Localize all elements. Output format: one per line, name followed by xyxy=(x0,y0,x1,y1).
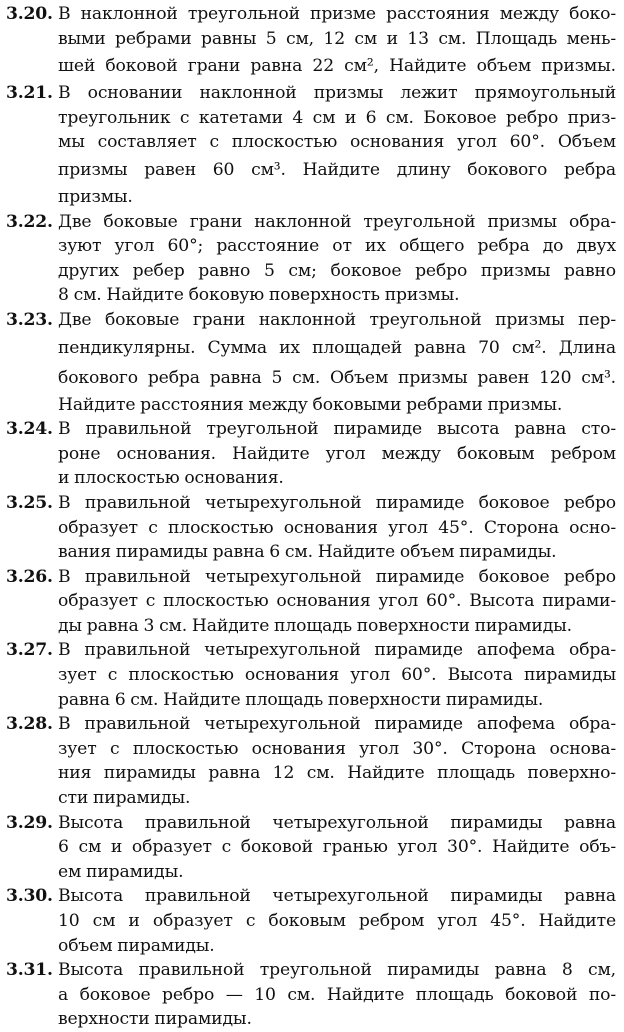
problem-line: Найдите расстояния между боковыми ребрами призмы. xyxy=(58,394,563,415)
problem-line: образует с плоскостью основания угол 45°. Сторона осно- xyxy=(58,517,616,538)
problem-line: В наклонной треугольной призме расстояния между боко- xyxy=(58,4,616,24)
problem-line: В правильной четырехугольной пирамиде боковое ребро xyxy=(58,566,616,587)
problem-line: зует с плоскостью основания угол 60°. Высота пирамиды xyxy=(58,665,616,686)
textbook-page xyxy=(6,2,616,1032)
problem-line: 10 см и образует с боковым ребром угол 45°. Найдите xyxy=(58,911,616,931)
problem-line: В правильной треугольной пирамиде высота равна сто- xyxy=(58,419,616,440)
problem-line: 6 см и образует с боковой гранью угол 30°. Найдите объ- xyxy=(58,837,616,858)
problem-line: ния пирамиды равна 12 см. Найдите площадь поверхно- xyxy=(58,763,616,784)
problem-3-22 xyxy=(6,210,616,308)
problem-text xyxy=(58,884,616,958)
problem-3-21 xyxy=(6,81,616,209)
problem-number: 3.23. xyxy=(6,309,53,330)
problem-line: выми ребрами равны 5 см, 12 см и 13 см. Площадь мень- xyxy=(58,28,616,49)
problem-3-29 xyxy=(6,811,616,885)
problem-3-24 xyxy=(6,417,616,491)
problem-text xyxy=(58,210,616,308)
problem-number: 3.29. xyxy=(6,812,53,833)
problem-line: объем пирамиды. xyxy=(58,935,215,956)
problem-number: 3.27. xyxy=(6,640,53,661)
problem-line: мы составляет с плоскостью основания угол 60°. Объем xyxy=(58,132,616,153)
problem-text xyxy=(58,2,616,81)
problem-text xyxy=(58,958,616,1032)
problem-3-27 xyxy=(6,638,616,712)
problem-3-31 xyxy=(6,958,616,1032)
problem-number: 3.28. xyxy=(6,714,53,735)
problem-number: 3.26. xyxy=(6,566,53,587)
problem-3-25 xyxy=(6,491,616,565)
problem-3-20 xyxy=(6,2,616,81)
problem-line: В правильной четырехугольной пирамиде боковое ребро xyxy=(58,492,616,513)
problem-number: 3.30. xyxy=(6,886,53,907)
problem-line: пендикулярны. Сумма их площадей равна 70 см². Длина xyxy=(58,337,616,358)
problem-line: сти пирамиды. xyxy=(58,788,191,809)
problem-text xyxy=(58,308,616,417)
problem-line: 8 см. Найдите боковую поверхность призмы. xyxy=(58,285,460,306)
problem-text xyxy=(58,81,616,209)
problem-number: 3.24. xyxy=(6,419,53,440)
problem-line: бокового ребра равна 5 см. Объем призмы равен 120 см³. xyxy=(58,367,616,388)
problem-line: образует с плоскостью основания угол 60°. Высота пирами- xyxy=(58,591,616,612)
problem-text xyxy=(58,712,616,810)
problem-3-26 xyxy=(6,565,616,639)
problem-text xyxy=(58,811,616,885)
problem-line: призмы. xyxy=(58,186,133,207)
problem-number: 3.31. xyxy=(6,960,53,981)
problem-line: треугольник с катетами 4 см и 6 см. Боковое ребро приз- xyxy=(58,107,616,128)
problem-line: вания пирамиды равна 6 см. Найдите объем пирамиды. xyxy=(58,542,557,563)
problem-text xyxy=(58,417,616,491)
problem-line: В правильной четырехугольной пирамиде апофема обра- xyxy=(58,714,616,735)
problem-line: шей боковой грани равна 22 см², Найдите объем призмы. xyxy=(58,56,616,77)
problem-number: 3.22. xyxy=(6,211,53,232)
problem-line: Две боковые грани наклонной треугольной призмы обра- xyxy=(58,211,616,232)
problem-line: Высота правильной четырехугольной пирамиды равна xyxy=(58,886,616,907)
problem-line: ем пирамиды. xyxy=(58,861,184,882)
problem-3-23 xyxy=(6,308,616,417)
problem-line: ды равна 3 см. Найдите площадь поверхности пирамиды. xyxy=(58,615,572,636)
problem-line: и плоскостью основания. xyxy=(58,468,284,489)
problem-text xyxy=(58,491,616,565)
problem-line: других ребер равно 5 см; боковое ребро призмы равно xyxy=(58,260,616,281)
problem-number: 3.25. xyxy=(6,492,53,513)
problem-number: 3.21. xyxy=(6,83,53,104)
problem-line: Две боковые грани наклонной треугольной призмы пер- xyxy=(58,309,616,330)
problem-number: 3.20. xyxy=(6,4,53,24)
problem-line: зуют угол 60°; расстояние от их общего ребра до двух xyxy=(58,236,616,257)
problem-line: роне основания. Найдите угол между боковым ребром xyxy=(58,443,616,464)
problem-line: Высота правильной треугольной пирамиды равна 8 см, xyxy=(58,960,616,981)
problem-line: а боковое ребро — 10 см. Найдите площадь боковой по- xyxy=(58,984,616,1005)
problem-line: верхности пирамиды. xyxy=(58,1009,252,1030)
problem-text xyxy=(58,565,616,639)
problem-line: зует с плоскостью основания угол 30°. Сторона основа- xyxy=(58,738,616,759)
problem-line: Высота правильной четырехугольной пирамиды равна xyxy=(58,812,616,833)
problem-line: В основании наклонной призмы лежит прямоугольный xyxy=(58,83,616,104)
problem-3-30 xyxy=(6,884,616,958)
problem-text xyxy=(58,638,616,712)
problem-3-28 xyxy=(6,712,616,810)
problem-line: В правильной четырехугольной пирамиде апофема обра- xyxy=(58,640,616,661)
problem-line: равна 6 см. Найдите площадь поверхности пирамиды. xyxy=(58,689,544,710)
problem-line: призмы равен 60 см³. Найдите длину бокового ребра xyxy=(58,159,616,180)
